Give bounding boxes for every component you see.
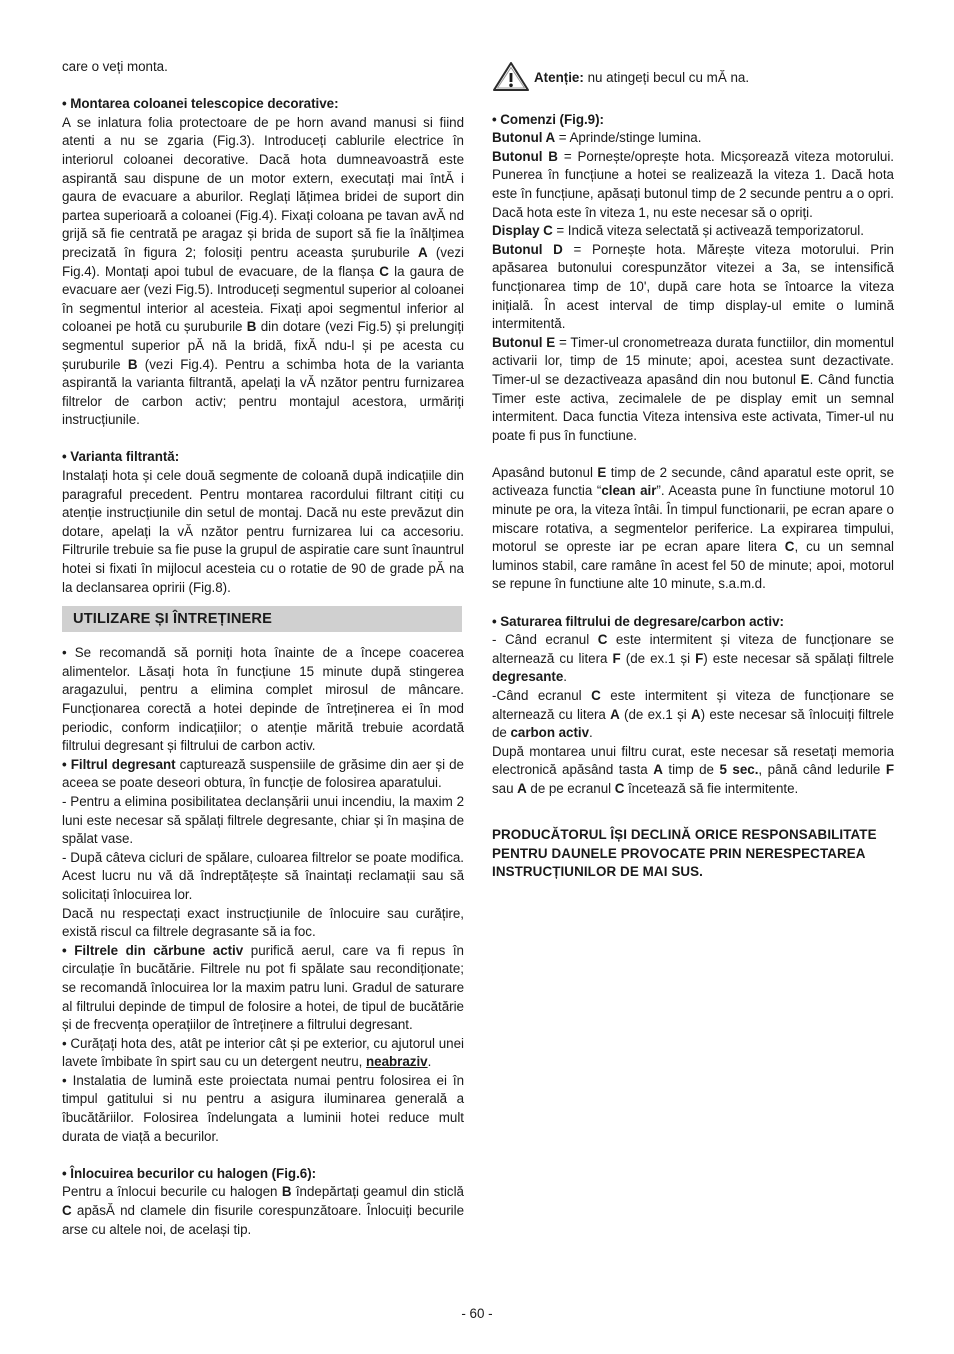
term-clean-air: clean air (601, 483, 657, 499)
ref-sat-f2: F (695, 650, 704, 666)
bullet-degreaser-text: capturează suspensiile de grăsime din aer și de aceea se poate deseori obtura, în funcție de folosirea aparatului. (62, 756, 464, 791)
lighting-text: • Instalatia de lumină este proiectata numai pentru folosirea ei în timpul gatitului si nu pentru a asigura iluminarea generală a îbucătăriilor. Folosirea îndelungata a luminii hotei reduce mult durata de viață a becurilor. (62, 1072, 464, 1144)
mount-text-5: (vezi Fig.4). Pentru a schimba hota de la varianta aspirantă la varianta filtrantă, apelați la vĂ nzător pentru furnizarea filtrelor de carbon activ; pentru montajul acestora, urmăriți instrucțiunile. (62, 356, 464, 428)
paragraph-saturation-degreaser (492, 631, 894, 687)
left-column (62, 58, 464, 1239)
button-b-description: = Pornește/oprește hota. Micșorează viteza motorului. Punerea în funcțiune a hotei se realizează la viteza 1. Dacă hota este în funcțiune, apăsați butonul timp de 2 secunde pentru a o opri. Dacă hota este în viteza 1, nu este necesar să o opriți. (492, 148, 894, 220)
usage-text-1: • Se recomandă să porniți hota înainte de a începe coacerea alimentelor. Lăsați hota în funcțiune 15 minute după stingerea aragazului, pentru a elimina complet mirosul de mâncare. Funcționarea corectă a hotei depinde de întreținerea ei în mod periodic, conform indicațiilor; o atenție mărită trebuie acordată filtrului degresant și filtrului de carbon activ. (62, 645, 464, 754)
sat-text-15: de pe ecranul (526, 780, 615, 796)
sat-text-14: sau (492, 780, 518, 796)
button-d-description: = Pornește hota. Mărește viteza motorului. Prin apăsarea butonului corespunzător vitezei a 3a, se intensifică funcționarea timp de 10', după care hota se întoarce la viteza inițială. În acest interval de timp display-ul emite o lumină intermitentă. (492, 241, 894, 332)
button-a-label: Butonul A (492, 130, 556, 146)
paragraph-filtering-variant (62, 467, 464, 597)
button-e-description-1: = Timer-ul cronometreaza durata functiilor, din momentul activarii lor, timp de 15 minute; apoi, acestea sunt dezactivate. Timer-ul se dezactiveaza apasând din nou butonul (492, 334, 894, 387)
warning-text (534, 69, 749, 90)
usage-text-4: Dacă nu respectați exact instrucțiunile de înlocuire sau curățire, există riscul ca filtrele degrasante să ia foc. (62, 905, 464, 940)
ref-sat-c1: C (597, 632, 608, 648)
disclaimer-line-3: INSTRUCȚIUNILOR DE MAI SUS. (492, 864, 703, 880)
ref-sat-a3: A (653, 762, 663, 778)
sat-text-7: este intermitent și viteza de funcționare se alternează cu litera (492, 688, 894, 722)
bullet-degreaser-label: • Filtrul degresant (62, 756, 176, 772)
term-degresante: degresante (492, 669, 564, 685)
sat-text-9: ) este necesar să înlocuiți filtrele de (492, 706, 894, 741)
ref-screw-b2: B (127, 356, 138, 372)
ref-screw-a: A (418, 244, 428, 260)
paragraph-bulb-replacement (62, 1183, 464, 1239)
clean-air-text-1: Apasând butonul (492, 464, 598, 480)
term-carbon-activ: carbon activ (510, 725, 590, 741)
heading-mounting-column (62, 95, 464, 114)
paragraph-usage-3 (62, 849, 464, 905)
sat-text-11: După montarea unui filtru curat, este necesar să resetați memoria electronică apăsând tasta (492, 743, 894, 778)
right-column (492, 58, 894, 882)
sat-text-4: ) este necesar să spălați filtrele (703, 650, 894, 666)
duration-5-sec: 5 sec. (719, 762, 759, 778)
bullet-carbon-label: • Filtrele din cărbune activ (62, 942, 244, 958)
clean-text-end: . (427, 1054, 432, 1070)
bulb-text-2: îndepărtați geamul din sticlă (291, 1184, 464, 1200)
intro-paragraph (62, 58, 464, 77)
sat-text-8: (de ex.1 și (619, 706, 691, 722)
ref-button-e: E (800, 371, 810, 387)
warning-triangle-icon (492, 60, 530, 92)
control-button-b (492, 148, 894, 222)
heading-mounting-label: • Montarea coloanei telescopice decorative: (62, 96, 339, 112)
usage-text-2: - Pentru a elimina posibilitatea declanșării unui incendiu, la maxim 2 luni este necesar să spălați filtrele degresante, chiar și în mașina de spălat vase. (62, 793, 464, 847)
ref-sat-a2: A (690, 706, 701, 722)
control-button-d (492, 241, 894, 334)
warning-body: nu atingeți becul cu mĂ na. (583, 70, 750, 86)
display-c-description: = Indică viteza selectată și activează temporizatorul. (552, 223, 864, 239)
sat-text-10: . (589, 725, 593, 741)
usage-text-3: - După câteva cicluri de spălare, culoarea filtrelor se poate modifica. Acest lucru nu vă dă îndreptățește să înaintați reclamații sau să solicitați înlocuirea lor. (62, 849, 464, 902)
paragraph-usage-1 (62, 644, 464, 756)
warning-notice (492, 58, 894, 90)
intro-text: care o veți monta. (62, 59, 168, 74)
clean-air-text-2: timp de 2 secunde, când aparatul este oprit, se activeaza functia “ (492, 464, 894, 499)
button-b-label: Butonul B (492, 148, 558, 164)
ref-sat-f1: F (612, 650, 621, 666)
button-a-description: = Aprinde/stinge lumina. (555, 130, 702, 146)
paragraph-usage-2 (62, 793, 464, 849)
ref-bulb-b: B (281, 1184, 292, 1200)
paragraph-saturation-carbon (492, 687, 894, 743)
sat-text-12: timp de (662, 762, 720, 778)
bullet-carbon-filter (62, 942, 464, 1035)
clean-term-nonabrasive: neabraziv (365, 1054, 428, 1070)
disclaimer-line-2: PENTRU DAUNELE PROVOCATE PRIN NERESPECTAREA (492, 845, 866, 861)
sat-text-5: . (563, 669, 567, 685)
paragraph-saturation-reset (492, 743, 894, 799)
heading-saturation-label: • Saturarea filtrului de degresare/carbon activ: (492, 613, 784, 629)
ref-flange-c: C (379, 263, 389, 279)
ref-screw-b1: B (246, 319, 257, 335)
sat-text-16: încetează să fie intermitente. (624, 780, 799, 796)
section-header-usage-maintenance (62, 606, 462, 632)
warning-label: Atenție: (534, 70, 584, 86)
button-e-label: Butonul E (492, 334, 556, 350)
clean-text-start: • Curățați hota des, atât pe interior cât și pe exterior, cu ajutorul unei lavete îmbibate în spirt sau cu un detergent neutru, (62, 1035, 464, 1070)
ref-sat-c3: C (614, 780, 625, 796)
heading-filtering-label: • Varianta filtrantă: (62, 449, 180, 465)
heading-controls-label: • Comenzi (Fig.9): (492, 111, 604, 127)
section-header-label: UTILIZARE ȘI ÎNTREȚINERE (73, 611, 272, 628)
mount-text-4: din dotare (vezi Fig.5) și prelungiți segmentul superior pĂ nă la bridă, fixĂ ndu-l și pe acesta cu șuruburile (62, 319, 465, 372)
bullet-carbon-text: purifică aerul, care va fi repus în circulație în bucătărie. Filtrele nu pot fi spălate sau recondiționate; se recomandă înlocuirea lor la maxim patru luni. Gradul de saturare al filtrului depinde de timpul de folosire a hotei, de tipul de bucătărie și de frecvența operațiilor de întreținere a filtrului degresant. (62, 942, 464, 1033)
bullet-degreaser-filter (62, 756, 464, 793)
heading-filtering-variant (62, 448, 464, 467)
button-d-label: Butonul D (492, 241, 563, 257)
ref-clean-air-c: C (784, 539, 795, 555)
mount-text-3: la gaura de evacuare aer (vezi Fig.5). Introduceți segmentul superior al coloanei în segmentul interior al acesteia. Fixați apoi segmentul inferior al coloanei pe hotă cu șuruburile (62, 263, 464, 335)
control-display-c (492, 222, 894, 241)
clean-air-text-4: , cu un semnal luminos stabil, care ramâne în acest fel 50 de minute; apoi, motorul se repune în functiune alte 10 minute, s.a.m.d. (492, 539, 894, 592)
paragraph-mounting (62, 114, 464, 430)
manufacturer-disclaimer (492, 826, 894, 882)
paragraph-usage-4 (62, 905, 464, 942)
page-number: - 60 - (461, 1306, 493, 1321)
sat-text-6: -Când ecranul (492, 688, 592, 703)
sat-text-13: , până când ledurile (758, 762, 886, 778)
heading-controls (492, 111, 894, 130)
ref-sat-f3: F (885, 762, 895, 778)
ref-sat-c2: C (591, 688, 601, 703)
control-button-a (492, 129, 894, 148)
ref-sat-a1: A (610, 706, 620, 722)
control-button-e (492, 334, 894, 446)
ref-glass-c: C (62, 1203, 72, 1219)
filter-text: Instalați hota și cele două segmente de coloană după indicațiile din paragraful precedent. Pentru montarea racordului filtrant citiți cu atenție instrucțiunile din setul de montaj. Dacă nu este prevăzut din dotare, apelați la vĂ nzător pentru furnizarea lui ca accesoriu. Filtrurile trebuie sa fie puse la grupul de aspiratie care sunt înauntrul hotei si fixati în mijlocul acesteia cu o rotatie de 90 de grade pĂ na la declansarea opririi (Fig.8). (62, 468, 464, 595)
button-e-description-2: . Când functia Timer este activa, zecimalele de pe display emit un semnal intermitent. Daca functia Viteza intensiva este activata, Timer-ul nu poate fi pus în functiune. (492, 371, 894, 443)
ref-sat-a4: A (517, 780, 527, 796)
clean-air-text-3: ”. Aceasta pune în functiune motorul 10 minute pe ora, la viteza întâi. În timpul functionarii, pe ecran apare o miscare rotativa, a segmentelor periferice. La expirarea timpului, motorul se opreste iar pe ecran apare litera (492, 483, 895, 555)
disclaimer-line-1: PRODUCĂTORUL ÎȘI DECLINĂ ORICE RESPONSABILITATE (492, 827, 877, 843)
ref-clean-air-e: E (597, 464, 607, 480)
bullet-lighting (62, 1072, 464, 1146)
heading-filter-saturation (492, 613, 894, 632)
sat-text-3: (de ex.1 și (620, 650, 696, 666)
bulb-text-1: Pentru a înlocui becurile cu halogen (62, 1184, 282, 1200)
paragraph-clean-air (492, 464, 894, 594)
sat-text-2: este intermitent și viteza de funcționare se alternează cu litera (492, 632, 894, 666)
sat-text-1: - Când ecranul (492, 632, 598, 648)
bullet-cleaning (62, 1035, 464, 1072)
heading-bulb-label: • Înlocuirea becurilor cu halogen (Fig.6): (62, 1165, 317, 1181)
bulb-text-3: apăsĂ nd clamele din fisurile corespunzătoare. Înlocuiți becurile arse cu altele noi, de același tip. (62, 1203, 464, 1237)
mount-text-1: A se inlatura folia protectoare de pe horn avand manusi si fiind atenti a nu se zgaria (Fig.3). Introduceți cablurile electrice în interiorul coloanei decorative. Dacă hota dumneavoastră este aspirantă sau dispune de un motor extern, executați mai întĂ i gaura de evacuare a aburilor. Reglați lățimea bridei de suport din partea superioară a coloanei (Fig.4). Fixați coloana pe tavan avĂ nd grijă să fie centrată pe aragaz și brida de suport să fie la înălțimea precizată în figura 2; folosiți pentru aceasta șuruburile (62, 114, 464, 260)
display-c-label: Display C (492, 223, 553, 239)
mount-text-2: (vezi Fig.4). Montați apoi tubul de evacuare, de la flanșa (62, 244, 464, 279)
heading-bulb-replacement (62, 1165, 464, 1184)
